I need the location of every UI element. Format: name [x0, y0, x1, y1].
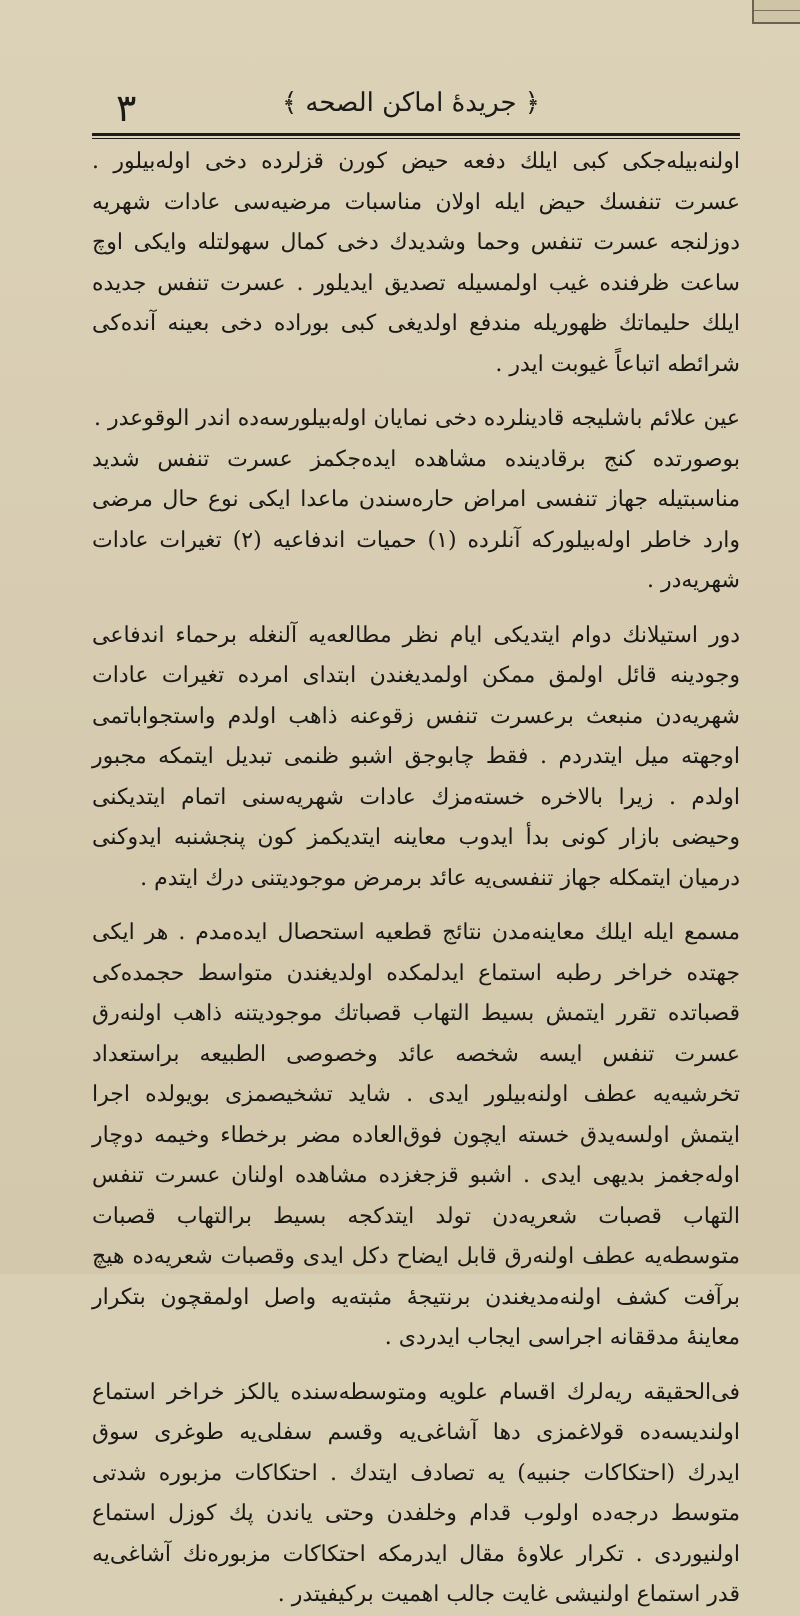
- paragraph: بوصورتده کنج برقادینده مشاهده ایده‌جکمز عسرت تنفس شدید مناسبتیله جهاز تنفسی امراض حاره‌سندن ماعدا ایکی نوع حال مرضی وارد خاطر اوله‌بیلورکه آنلرده (١) حمیات اندفاعیه (٢) تغیرات عادات شهریه‌در .: [92, 446, 740, 593]
- paragraph: دور استیلانك دوام ایتدیکی ایام نظر مطالعه‌یه آلنغله برحماء اندفاعی وجودینه قائل اولمق ممکن اولمدیغندن ابتدای امرده تغیرات عادات شهریه‌دن منبعث برعسرت تنفس زقوعنه ذاهب اولدم واستجواباتمی اوجهته میل ایتدردم . فقط چابوجق اشبو ظنمی تبدیل ایتمکه مجبور اولدم . زیرا بالاخره خسته‌مزك عادات شهریه‌سنی اتمام ایتدیکنی وحیضی بازار کونی بدأ ایدوب معاینه ایتدیکمز کون پنجشنبه ایدوکنی درمیان ایتمکله جهاز تنفسی‌یه عائد برمرض موجودیتنی درك ایتدم .: [92, 622, 740, 891]
- paragraph-gap: [92, 602, 740, 616]
- paragraph: اولنه‌بیله‌جکی کبی ایلك دفعه حیض کورن قزلرده دخی اوله‌بیلور . عسرت تنفسك حیض ایله اولان مناسبات مرضیه‌سی عادات شهریه دوزلنجه عسرت تنفس وحما وشدیدك دخی کمال سهولتله وایکی اوچ ساعت ظرفنده غیب اولمسیله تصدیق ایدیلور . عسرت تنفس جدیده ایلك حلیماتك ظهوریله مندفع اولدیغی کبی بوراده دخی بعینه آنده‌کی شرائطه اتباعاً غیوبت ایدر .: [92, 149, 740, 377]
- paragraph-gap: [92, 899, 740, 913]
- page-corner-fold: [752, 0, 800, 24]
- paragraph: عین علائم باشلیجه قادینلرده دخی نمایان اوله‌بیلورسه‌ده اندر الوقوعدر .: [93, 406, 740, 431]
- paragraph-gap: [92, 385, 740, 399]
- paragraph: مسمع ایله ایلك معاینه‌مدن نتائج قطعیه استحصال ایده‌مدم . هر ایکی جهتده خراخر رطبه استماع ایدلمکده اولدیغندن متواسط حجمده‌کی قصباتده تقرر ایتمش بسیط التهاب قصباتك موجودیتنه ذاهب اولنه‌رق عسرت تنفس ایسه شخصه عائد وخصوصی الطبیعه براستعداد تخرشیه‌یه عطف اولنه‌بیلور ایدی . شاید تشخیصمزی بویولده اجرا ایتمش اولسه‌یدق خسته ایچون فوق‌العاده مضر برخطاء وخیمه دوچار اوله‌جغمز بدیهی ایدی . اشبو قزجغزده مشاهده اولنان عسرت تنفس التهاب قصبات شعریه‌دن تولد ایتدکجه بسیط برالتهاب قصبات متوسطه‌یه عطف اولنه‌رق قابل ایضاح دکل ایدی وقصبات شعریه‌ده هیچ برآفت کشف اولنه‌مدیغندن برنتیجۀ مثبته‌یه واصل اولمقچون بتکرار معاینۀ مدققانه اجراسی ایجاب ایدردی .: [92, 920, 740, 1350]
- page-number: ٣: [116, 86, 137, 130]
- page-header: [86, 84, 736, 134]
- header-rule-thin: [92, 138, 740, 139]
- journal-title: ﴿ جريدۀ اماكن الصحه ﴾: [281, 88, 541, 118]
- page-corner-line: [754, 10, 800, 11]
- header-rule-thick: [92, 133, 740, 136]
- paragraph: فی‌الحقیقه ریه‌لرك اقسام علویه ومتوسطه‌سنده یالکز خراخر استماع اولندیسه‌ده قولاغمزی دها آشاغی‌یه وقسم سفلی‌یه طوغری سوق ایدرك (احتکاکات جنبیه) یه تصادف ایتدك . احتکاکات مزبوره شدتی متوسط درجه‌ده اولوب قدام وخلفدن وحتی یاندن پك کوزل استماع اولنیوردی . تکرار علاوۀ مقال ایدرمکه احتکاکات مزبوره‌نك آشاغی‌یه قدر استماع اولنیشی غایت جالب اهمیت برکیفیتدر .: [92, 1379, 740, 1607]
- article-body: [92, 142, 740, 1607]
- paragraph-gap: [92, 1359, 740, 1373]
